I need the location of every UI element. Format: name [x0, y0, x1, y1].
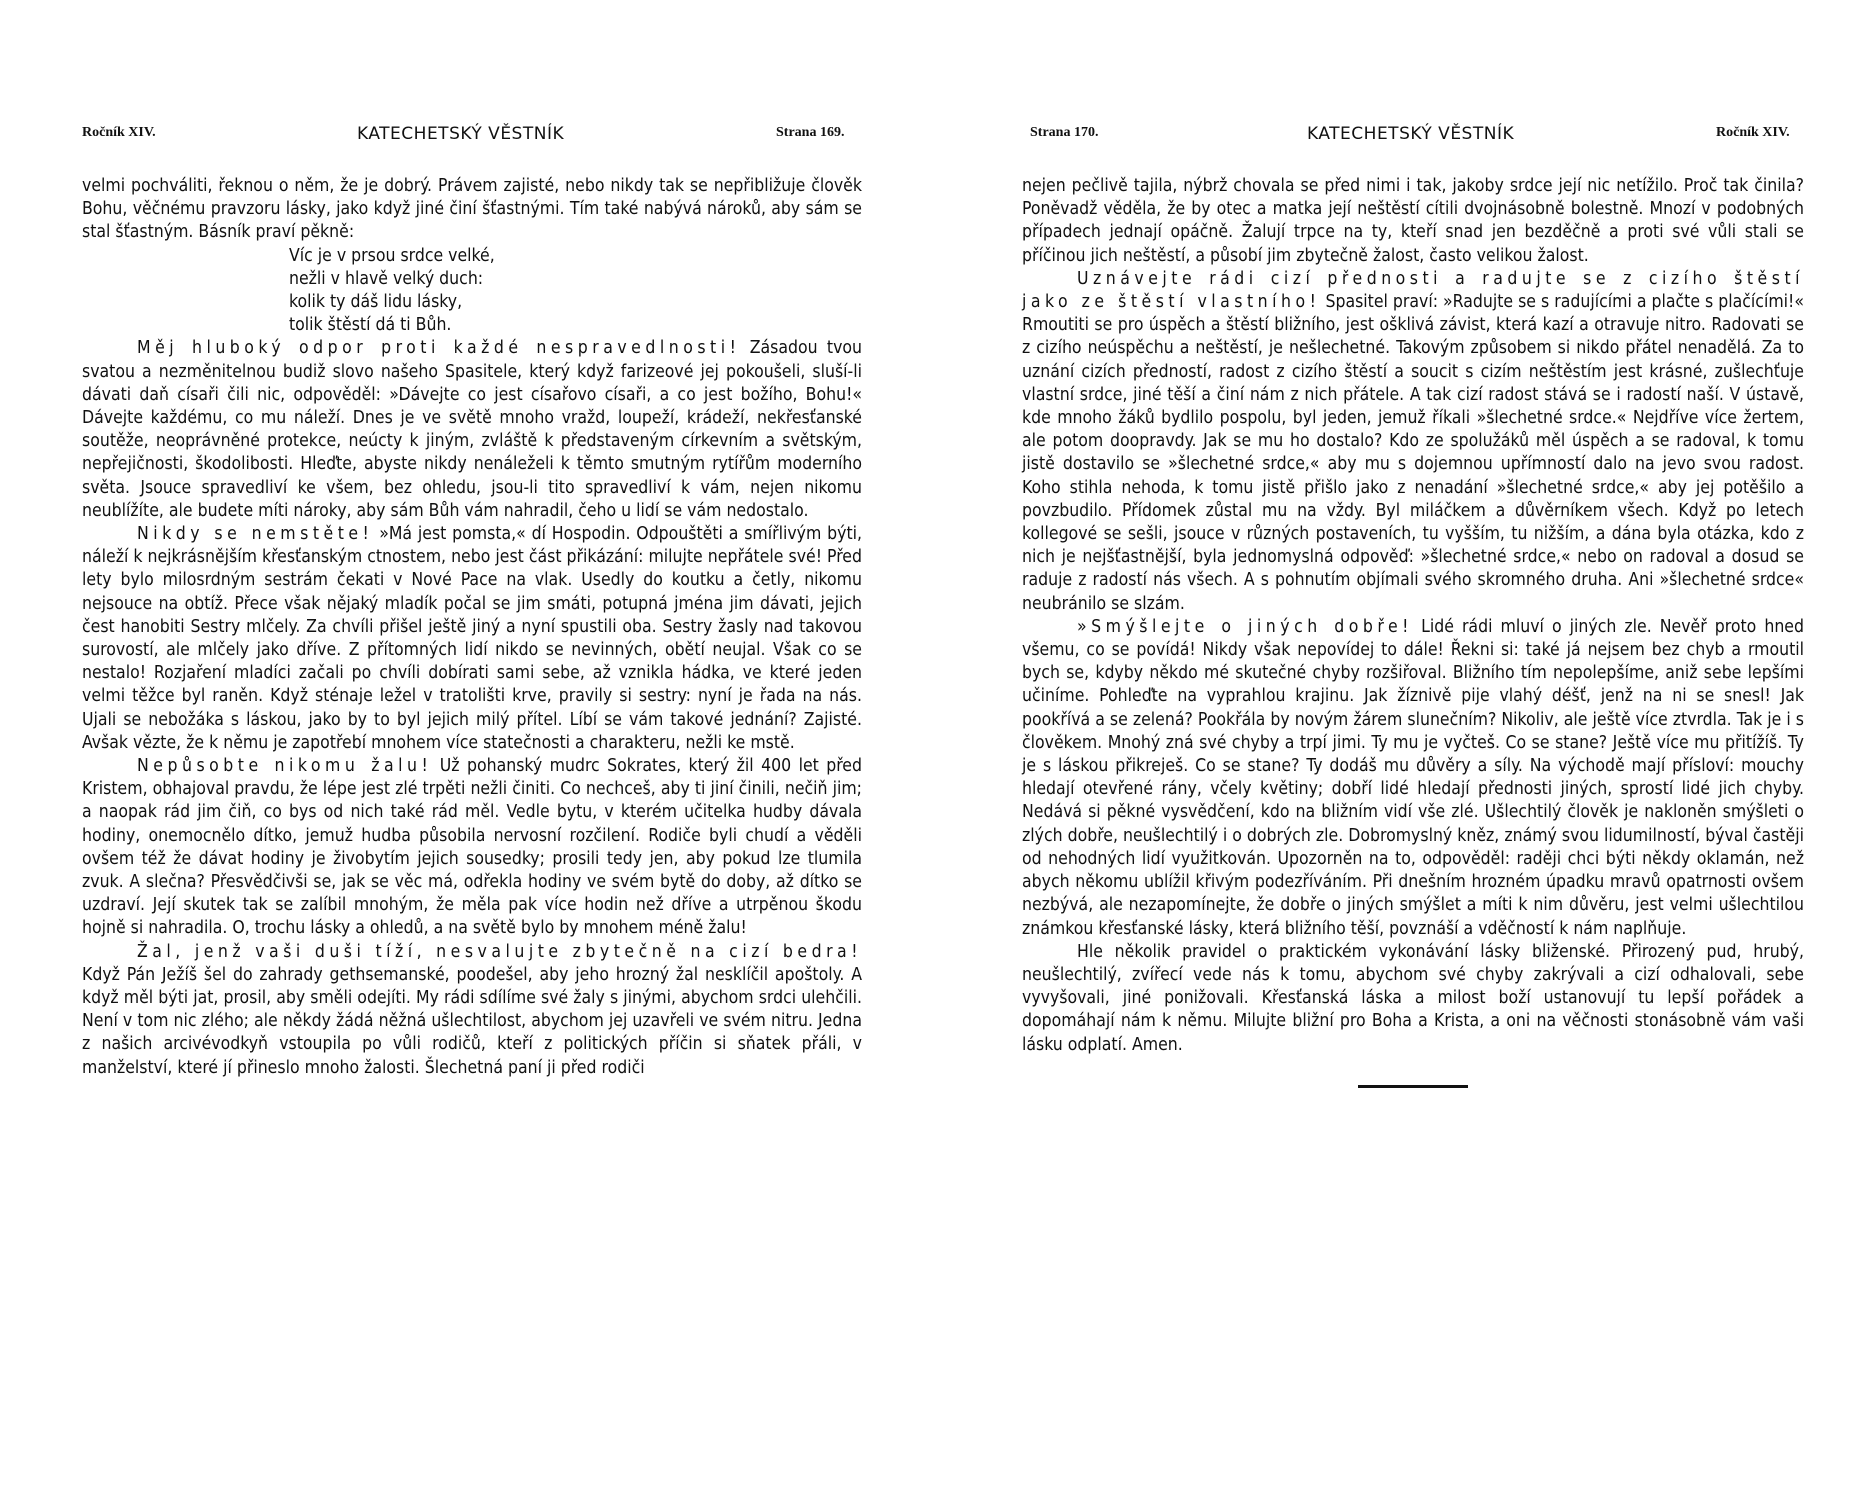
right-p2-heading: Uznávejte rádi cizí přednosti a radujte se z cizího štěstí jako ze štěstí vlastního!: [1022, 268, 1804, 313]
left-p3-heading: Nikdy se nemstěte!: [137, 523, 374, 544]
poem-line-1: Víc je v prsou srdce velké,: [289, 245, 495, 266]
right-header-page-number: Strana 170.: [1030, 125, 1099, 140]
right-paragraph-4: Hle několik pravidel o praktickém vykonávání lásky bliženské. Přirozený pud, hrubý, neušlechtilý, zvířecí vede nás k tomu, abychom své chyby zakrývali a cizí odhalovali, sebe vyvyšovali, jiné ponižovali. Křesťanská láska a milost boží ustanovují tu lepší pořádek a dopomáhají nám k němu. Milujte bližní pro Boha a Krista, a oni na věčnosti stonásobně vám vaši lásku odplatí. Amen.: [1022, 941, 1804, 1055]
right-paragraph-2: [1022, 268, 1804, 616]
left-header-title: KATECHETSKÝ VĚSTNÍK: [357, 124, 565, 144]
left-p5-heading: Žal, jenž vaši duši tíží, nesvalujte zbytečně na cizí bedra!: [137, 941, 862, 962]
right-paragraph-3: [1022, 616, 1804, 941]
right-header-volume: Ročník XIV.: [1716, 125, 1790, 140]
left-p2-text: Zásadou tvou svatou a nezměnitelnou budiž slovo našeho Spasitele, který když farizeové jej pokoušeli, sluší-li dávati daň císaři čili nic, odpověděl: »Dávejte co jest císařovo císaři, a co jest božího, Bohu!« Dávejte každému, co mu náleží. Dnes je ve světě mnoho vražd, loupeží, krádeží, nekřesťanské soutěže, neoprávněné protekce, neúcty k jiným, zvláště k představeným církevním a světským, nepřejičnosti, škodolibosti. Hleďte, abyste nikdy nenáleželi k těmto smutným rytířům moderního světa. Jsouce spravedliví ke všem, bez ohledu, jsou-li tito spravedliví k vám, nejen nikomu neublížíte, ale budete míti nároky, aby sám Bůh vám nahradil, čeho u lidí se vám nedostalo.: [82, 338, 862, 521]
left-p5-text: Když Pán Ježíš šel do zahrady gethsemanské, poodešel, aby jeho hrozný žal nesklíčil apoštoly. A když měl býti jat, prosil, aby směli odejíti. My rádi sdílíme své žaly s jinými, abychom srdci ulehčili. Není v tom nic zlého; ale někdy žádá něžná ušlechtilost, abychom jej uzavřeli ve svém nitru. Jedna z našich arcivévodkyň vstoupila po vůli rodičů, kteří z politických příčin si sňatek přáli, v manželství, které jí přineslo mnoho žalosti. Šlechetná paní ji před rodiči: [82, 964, 862, 1078]
left-p4-heading: Nepůsobte nikomu žalu!: [137, 756, 433, 777]
left-paragraph-1: velmi pochváliti, řeknou o něm, že je dobrý. Právem zajisté, nebo nikdy tak se nepřibližuje člověk Bohu, věčnému pravzoru lásky, jako když jiné činí šťastnými. Tím také nabývá nároků, aby sám se stal šťastným. Básník praví pěkně:: [82, 176, 862, 243]
right-paragraph-1: nejen pečlivě tajila, nýbrž chovala se před nimi i tak, jakoby srdce její nic netížilo. Proč tak činila? Poněvadž věděla, že by otec a matka její neštěstí cítili dvojnásobně bolestně. Mnozí v podobných případech jednají opáčně. Žalují trpce na ty, kteří snad jen bezděčně a proti své vůli stali se příčinou jich neštěstí, a působí jim zbytečně žalost, často velikou žalost.: [1022, 176, 1804, 266]
left-p4-text: Už pohanský mudrc Sokrates, který žil 400 let před Kristem, obhajoval pravdu, že lépe jest zlé trpěti nežli činiti. Co nechceš, aby ti jiní činili, nečiň jim; a naopak rád jim čiň, co bys od nich také rád měl. Vedle bytu, v kterém učitelka hudby dávala hodiny, onemocnělo dítko, jemuž hudba působila nervosní rozčilení. Rodiče byli chudí a věděli ovšem též že dávat hodiny je živobytím jejich sousedky; prosili tedy jen, aby pokud lze tlumila zvuk. A slečna? Přesvědčivši se, jak se věc má, odřekla hodiny ve svém bytě do doby, až dítko se uzdraví. Její skutek tak se zalíbil mnohým, že měla pak více hodin než dříve a utrpěnou škodu hojně si nahradila. O, trochu lásky a ohledů, a na světě bylo by mnohem méně žalu!: [82, 756, 862, 939]
right-p3-heading: »Smýšlejte o jiných dobře!: [1077, 616, 1413, 637]
right-header-title: KATECHETSKÝ VĚSTNÍK: [1307, 124, 1515, 144]
left-header-page-number: Strana 169.: [776, 125, 845, 140]
poem-line-2: nežli v hlavě velký duch:: [289, 268, 484, 289]
poem-line-4: tolik štěstí dá ti Bůh.: [289, 315, 452, 336]
right-body-text: [1022, 175, 1804, 1088]
poem-line-3: kolik ty dáš lidu lásky,: [289, 291, 463, 312]
left-p2-heading: Měj hluboký odpor proti každé nespravedlnosti!: [137, 338, 741, 359]
right-p3-text: Lidé rádi mluví o jiných zle. Nevěř proto hned všemu, co se povídá! Nikdy však nepovídej to dále! Řekni si: také já nejsem bez chyb a rmoutil bych se, kdyby někdo mé skutečné chyby rozšiřoval. Bližního tím nepolepšíme, aniž sebe lepšími učiníme. Pohleďte na vyprahlou krajinu. Jak žíznivě pije vlahý déšť, jenž na ni se snesl! Jak pookřívá a se zelená? Pookřála by novým žárem slunečním? Nikoliv, ale ještě více ztvrdla. Tak je i s člověkem. Mnohý zná své chyby a trpí jimi. Ty mu je vyčteš. Co se stane? Ještě více mu přitížíš. Ty je s láskou přikreješ. Co se stane? Ty dodáš mu důvěry a síly. Na východě mají přísloví: mouchy hledají otevřené rány, včely květiny; dobří lidé hledají přednosti jiných, sprostí lidé jich chyby. Nedává si pěkné vysvědčení, kdo na bližním vidí vše zlé. Ušlechtilý člověk je nakloněn smýšleti o zlých dobře, neušlechtilý i o dobrých zle. Dobromyslný kněz, známý svou lidumilností, býval častěji od nehodných lidí využitkován. Upozorněn na to, odpověděl: raději chci býti někdy oklamán, než abych někomu ublížil křivým podezříváním. Při dnešním hrozném úpadku mravů opatrnosti ovšem nezbývá, ale nezapomínejte, že dobře o jiných smýšlet a míti k nim důvěru, jest velmi ušlechtilou známkou křesťanské lásky, která bližního těší, povznáší a vděčností k nám naplňuje.: [1022, 616, 1804, 939]
closing-rule: [1358, 1085, 1468, 1088]
right-p2-text: Spasitel praví: »Radujte se s radujícími a plačte s plačícími!« Rmoutiti se pro úspěch a štěstí bližního, jest ošklivá závist, která kazí a otravuje nitro. Radovati se z cizího neúspěchu a neštěstí, je nešlechetné. Takovým způsobem si nikdo přátel nenadělá. Za to uznání cizích předností, radost z cizího štěstí a soucit s cizím neštěstím jest krásné, zušlechťuje vlastní srdce, jiné těší a činí nám z nich přátele. A tak cizí radost stává se i radostí naší. V ústavě, kde mnoho žáků bydlilo pospolu, byl jeden, jemuž říkali »šlechetné srdce.« Nejdříve více žertem, ale potom doopravdy. Jak se mu ho dostalo? Kdo ze spolužáků měl úspěch a se radoval, k tomu jistě dostavilo se »šlechetné srdce,« aby mu s dojemnou upřímností dalo na jevo svou radost. Koho stihla nehoda, k tomu jistě přišlo jako z nenadání »šlechetné srdce,« aby jej potěšilo a povzbudilo. Přídomek zůstal mu na vždy. Byl miláčkem a důvěrníkem všech. Když po letech kollegové se sešli, jsouce v různých postaveních, tu vyšším, tu nižším, a dána byla otázka, kdo z nich je nejšťastnější, byla jednomyslná odpověď: »šlechetné srdce,« nebo on radoval a dosud se raduje z radostí nás všech. A s pohnutím objímali svého skromného druha. Ani »šlechetné srdce« neubránilo se slzám.: [1022, 292, 1804, 614]
left-header-volume: Ročník XIV.: [82, 125, 156, 140]
left-p3-text: »Má jest pomsta,« dí Hospodin. Odpouštěti a smířlivým býti, náleží k nejkrásnějším křesťanským ctnostem, nebo jest část přikázání: milujte nepřátele své! Před lety bylo milosrdným sestrám čekati v Nové Pace na vlak. Usedly do koutku a četly, nikomu nejsouce na obtíž. Přece však nějaký mladík počal se jim smáti, potupná jména jim dávati, jejich čest hanobiti Sestry mlčely. Za chvíli přišel ještě jiný a nyní spustili oba. Sestry žasly nad takovou surovostí, ale mlčely jako dříve. Z přítomných lidí nikdo se nevinných, obětí neujal. Však co se nestalo! Rozjaření mladíci začali po chvíli dobírati sami sebe, až vznikla hádka, ve které jeden velmi těžce byl raněn. Když sténaje ležel v tratolišti krve, pravily si sestry: nyní je řada na nás. Ujali se nebožáka s láskou, jako by to byl jejich milý přítel. Líbí se vám takové jednání? Zajisté. Avšak vězte, že k němu je zapotřebí mnohem více statečnosti a charakteru, nežli ke mstě.: [82, 523, 862, 753]
